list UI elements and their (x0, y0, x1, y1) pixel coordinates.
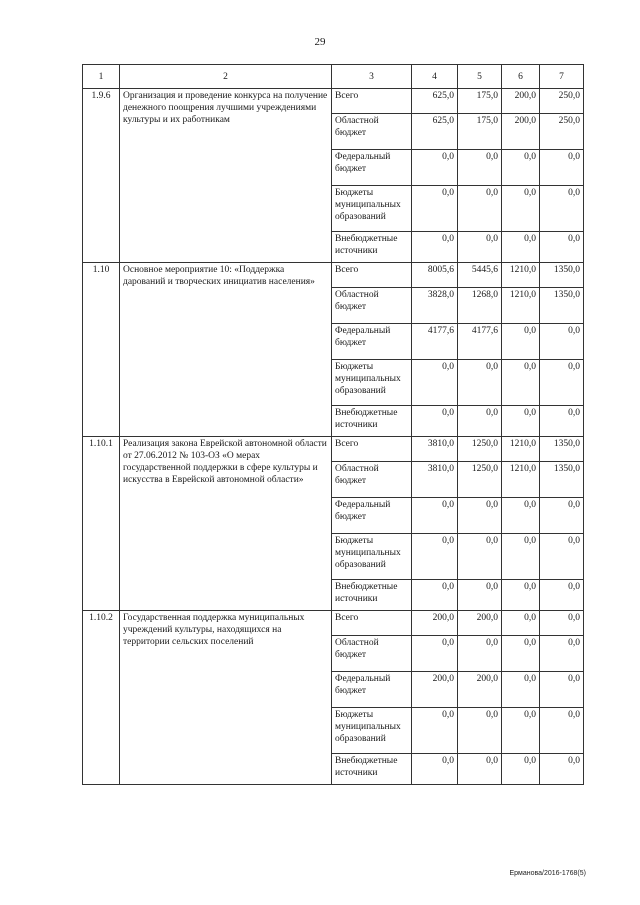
amount-cell: 0,0 (412, 186, 458, 232)
amount-cell: 0,0 (502, 232, 540, 263)
section-code: 1.10 (83, 263, 120, 437)
table-row (83, 611, 584, 636)
amount-cell: 0,0 (540, 754, 584, 785)
amount-cell: 0,0 (458, 534, 502, 580)
amount-cell: 1210,0 (502, 437, 540, 462)
funding-source: Федеральный бюджет (332, 498, 412, 534)
funding-source: Всего (332, 263, 412, 288)
amount-cell: 4177,6 (412, 324, 458, 360)
amount-cell: 3810,0 (412, 462, 458, 498)
header-row (83, 65, 584, 89)
header-cell: 5 (458, 65, 502, 89)
header-cell: 1 (83, 65, 120, 89)
amount-cell: 0,0 (502, 708, 540, 754)
section-code: 1.9.6 (83, 89, 120, 263)
funding-source: Федеральный бюджет (332, 324, 412, 360)
amount-cell: 0,0 (502, 611, 540, 636)
amount-cell: 0,0 (502, 406, 540, 437)
funding-source: Всего (332, 89, 412, 114)
amount-cell: 0,0 (502, 672, 540, 708)
amount-cell: 0,0 (540, 360, 584, 406)
header-cell: 3 (332, 65, 412, 89)
amount-cell: 1250,0 (458, 462, 502, 498)
funding-source: Всего (332, 611, 412, 636)
amount-cell: 0,0 (540, 672, 584, 708)
budget-table (82, 64, 584, 785)
amount-cell: 0,0 (412, 232, 458, 263)
table-header (83, 65, 584, 89)
funding-source: Внебюджетные источники (332, 406, 412, 437)
amount-cell: 200,0 (502, 89, 540, 114)
amount-cell: 0,0 (502, 534, 540, 580)
table-row (83, 89, 584, 114)
amount-cell: 250,0 (540, 114, 584, 150)
funding-source: Бюджеты муниципальных образований (332, 360, 412, 406)
amount-cell: 1350,0 (540, 462, 584, 498)
amount-cell: 1210,0 (502, 263, 540, 288)
funding-source: Областной бюджет (332, 114, 412, 150)
amount-cell: 200,0 (458, 672, 502, 708)
amount-cell: 0,0 (502, 636, 540, 672)
amount-cell: 0,0 (458, 186, 502, 232)
amount-cell: 0,0 (412, 360, 458, 406)
amount-cell: 0,0 (412, 406, 458, 437)
amount-cell: 0,0 (412, 580, 458, 611)
amount-cell: 1350,0 (540, 288, 584, 324)
amount-cell: 625,0 (412, 114, 458, 150)
amount-cell: 0,0 (412, 150, 458, 186)
amount-cell: 0,0 (458, 754, 502, 785)
amount-cell: 0,0 (412, 754, 458, 785)
amount-cell: 1350,0 (540, 437, 584, 462)
page-number: 29 (314, 36, 326, 48)
funding-source: Внебюджетные источники (332, 754, 412, 785)
amount-cell: 0,0 (412, 636, 458, 672)
amount-cell: 0,0 (502, 324, 540, 360)
amount-cell: 3828,0 (412, 288, 458, 324)
amount-cell: 0,0 (458, 232, 502, 263)
amount-cell: 0,0 (540, 406, 584, 437)
amount-cell: 0,0 (458, 360, 502, 406)
header-cell: 4 (412, 65, 458, 89)
amount-cell: 250,0 (540, 89, 584, 114)
funding-source: Всего (332, 437, 412, 462)
amount-cell: 1210,0 (502, 462, 540, 498)
amount-cell: 200,0 (502, 114, 540, 150)
amount-cell: 200,0 (412, 672, 458, 708)
funding-source: Бюджеты муниципальных образований (332, 534, 412, 580)
amount-cell: 0,0 (540, 498, 584, 534)
amount-cell: 175,0 (458, 89, 502, 114)
section-description: Основное мероприятие 10: «Поддержка дарований и творческих инициатив населения» (120, 263, 332, 437)
amount-cell: 0,0 (540, 186, 584, 232)
amount-cell: 5445,6 (458, 263, 502, 288)
amount-cell: 0,0 (540, 611, 584, 636)
amount-cell: 0,0 (458, 708, 502, 754)
table-row (83, 437, 584, 462)
amount-cell: 0,0 (540, 534, 584, 580)
document-footer: Ерманова/2016-1768(5) (509, 870, 586, 877)
amount-cell: 0,0 (502, 498, 540, 534)
amount-cell: 0,0 (502, 186, 540, 232)
amount-cell: 0,0 (502, 754, 540, 785)
amount-cell: 175,0 (458, 114, 502, 150)
header-cell: 6 (502, 65, 540, 89)
amount-cell: 0,0 (458, 150, 502, 186)
amount-cell: 200,0 (458, 611, 502, 636)
amount-cell: 0,0 (540, 232, 584, 263)
amount-cell: 0,0 (502, 580, 540, 611)
section-code: 1.10.2 (83, 611, 120, 785)
amount-cell: 0,0 (502, 360, 540, 406)
amount-cell: 0,0 (540, 580, 584, 611)
funding-source: Областной бюджет (332, 288, 412, 324)
amount-cell: 8005,6 (412, 263, 458, 288)
funding-source: Бюджеты муниципальных образований (332, 708, 412, 754)
amount-cell: 0,0 (458, 636, 502, 672)
header-cell: 7 (540, 65, 584, 89)
table-row (83, 263, 584, 288)
section-description: Организация и проведение конкурса на получение денежного поощрения лучшими учреждениями культуры и их работникам (120, 89, 332, 263)
amount-cell: 1250,0 (458, 437, 502, 462)
funding-source: Областной бюджет (332, 636, 412, 672)
funding-source: Бюджеты муниципальных образований (332, 186, 412, 232)
amount-cell: 0,0 (412, 708, 458, 754)
amount-cell: 3810,0 (412, 437, 458, 462)
amount-cell: 0,0 (540, 636, 584, 672)
amount-cell: 0,0 (540, 708, 584, 754)
header-cell: 2 (120, 65, 332, 89)
amount-cell: 0,0 (502, 150, 540, 186)
funding-source: Внебюджетные источники (332, 580, 412, 611)
section-code: 1.10.1 (83, 437, 120, 611)
funding-source: Внебюджетные источники (332, 232, 412, 263)
amount-cell: 1210,0 (502, 288, 540, 324)
amount-cell: 0,0 (540, 150, 584, 186)
funding-source: Федеральный бюджет (332, 150, 412, 186)
amount-cell: 200,0 (412, 611, 458, 636)
amount-cell: 625,0 (412, 89, 458, 114)
table-body (83, 89, 584, 785)
section-description: Государственная поддержка муниципальных учреждений культуры, находящихся на территории сельских поселений (120, 611, 332, 785)
amount-cell: 0,0 (458, 406, 502, 437)
amount-cell: 0,0 (412, 498, 458, 534)
amount-cell: 0,0 (458, 498, 502, 534)
amount-cell: 0,0 (458, 580, 502, 611)
amount-cell: 1350,0 (540, 263, 584, 288)
section-description: Реализация закона Еврейской автономной области от 27.06.2012 № 103-ОЗ «О мерах государственной поддержки в сфере культуры и искусства в Еврейской автономной области» (120, 437, 332, 611)
funding-source: Федеральный бюджет (332, 672, 412, 708)
amount-cell: 0,0 (540, 324, 584, 360)
amount-cell: 4177,6 (458, 324, 502, 360)
amount-cell: 0,0 (412, 534, 458, 580)
amount-cell: 1268,0 (458, 288, 502, 324)
funding-source: Областной бюджет (332, 462, 412, 498)
